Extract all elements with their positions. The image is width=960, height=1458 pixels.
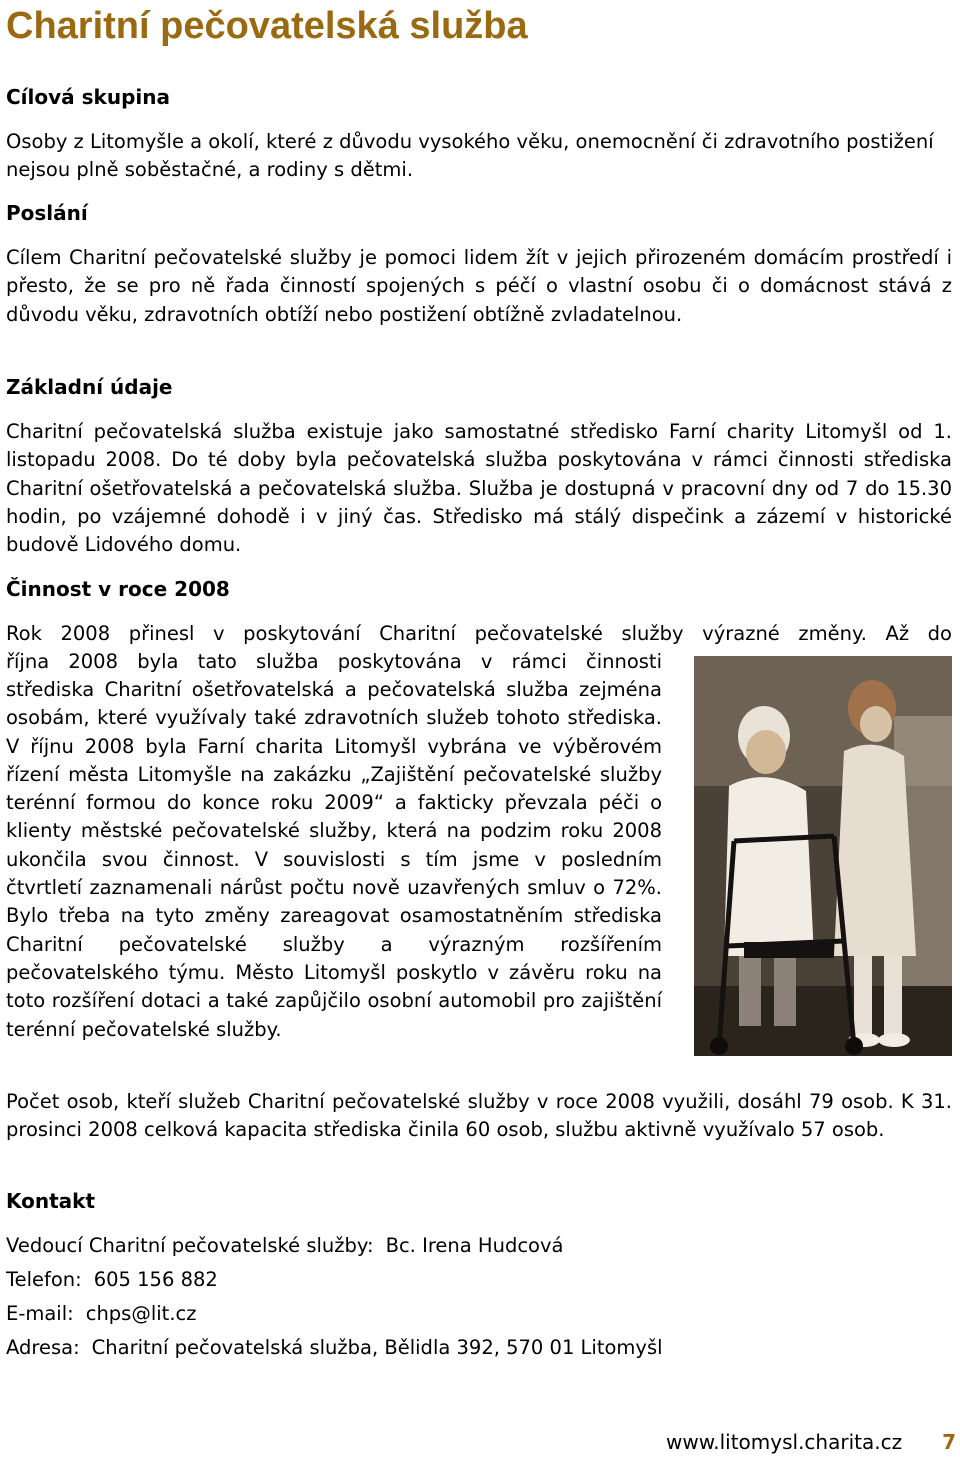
adresa-label: Adresa: [6, 1336, 80, 1359]
cinnost-line-2: října 2008 byla tato služba poskytována v rámci činnosti [6, 650, 662, 674]
footer-url[interactable]: www.litomysl.charita.cz [665, 1430, 903, 1454]
telefon-value: 605 156 882 [93, 1268, 218, 1291]
paragraph-zakladni-udaje: Charitní pečovatelská služba existuje jako samostatné středisko Farní charity Litomyšl od 1. listopadu 2008. Do té doby byla pečovatelská služba poskytována v rámci činnosti střediska Charitní ošetřovatelská a pečovatelská služba. Služba je dostupná v pracovní dny od 7 do 15.30 hodin, po vzájemné dohodě i v jiný čas. Středisko má stálý dispečink a zázemí v historické budově Lidového domu. [6, 420, 952, 557]
heading-cilova-skupina: Cílová skupina [6, 85, 170, 109]
adresa-value: Charitní pečovatelská služba, Bělidla 392, 570 01 Litomyšl [91, 1336, 663, 1359]
page-footer [666, 1428, 956, 1456]
contact-telefon [6, 1266, 218, 1294]
heading-cinnost-2008: Činnost v roce 2008 [6, 577, 230, 601]
vedouci-label: Vedoucí Charitní pečovatelské služby: [6, 1234, 374, 1257]
cinnost-line-1: Rok 2008 přinesl v poskytování Charitní pečovatelské služby výrazné změny. Až do [6, 622, 952, 645]
paragraph-cinnost-wrap: střediska Charitní ošetřovatelská a pečovatelská služba zejména osobám, které využívaly také zdravotních služeb tohoto střediska. V říjnu 2008 byla Farní charita Litomyšl vybrána ve výběrovém řízení města Litomyšle na zakázku „Zajištění pečovatelské služby terénní formou do konce roku 2009“ a fakticky převzala péči o klienty městské pečovatelské služby, která na podzim roku 2008 ukončila svou činnost. V souvislosti s tím jsme v posledním čtvrtletí zaznamenali nárůst počtu nově uzavřených smluv o 72%. Bylo třeba na tyto změny zareagovat osamostatněním střediska Charitní pečovatelské služby a výrazným rozšířením pečovatelského týmu. Město Litomyšl poskytlo v závěru roku na toto rozšíření dotaci a také zapůjčilo osobní automobil pro zajištění terénní pečovatelské služby. [6, 678, 662, 1041]
page-number: 7 [942, 1430, 956, 1454]
vedouci-value: Bc. Irena Hudcová [385, 1234, 564, 1257]
contact-vedouci [6, 1232, 563, 1260]
paragraph-poslani: Cílem Charitní pečovatelské služby je pomoci lidem žít v jejich přirozeném domácím prostředí i přesto, že se pro ně řada činností spojených s péčí o vlastní osobu či o domácnost stává z důvodu věku, zdravotních obtíží nebo postižení obtížně zvladatelnou. [6, 246, 952, 326]
email-label: E-mail: [6, 1302, 74, 1325]
heading-zakladni-udaje: Základní údaje [6, 375, 173, 399]
photo-illustration [694, 656, 952, 1056]
email-value[interactable]: chps@lit.cz [85, 1302, 197, 1325]
photo-elderly-woman-with-walker-and-caregiver [694, 656, 952, 1056]
contact-email [6, 1300, 196, 1328]
telefon-label: Telefon: [6, 1268, 82, 1291]
heading-poslani: Poslání [6, 201, 88, 225]
heading-kontakt: Kontakt [6, 1189, 96, 1213]
contact-adresa [6, 1334, 663, 1362]
paragraph-cilova-skupina: Osoby z Litomyšle a okolí, které z důvodu vysokého věku, onemocnění či zdravotního postižení nejsou plně soběstačné, a rodiny s dětmi. [6, 130, 934, 182]
page-title: Charitní pečovatelská služba [6, 5, 528, 47]
paragraph-cinnost-after: Počet osob, kteří služeb Charitní pečovatelské služby v roce 2008 využili, dosáhl 79 osob. K 31. prosinci 2008 celková kapacita střediska činila 60 osob, službu aktivně využívalo 57 osob. [6, 1090, 952, 1142]
